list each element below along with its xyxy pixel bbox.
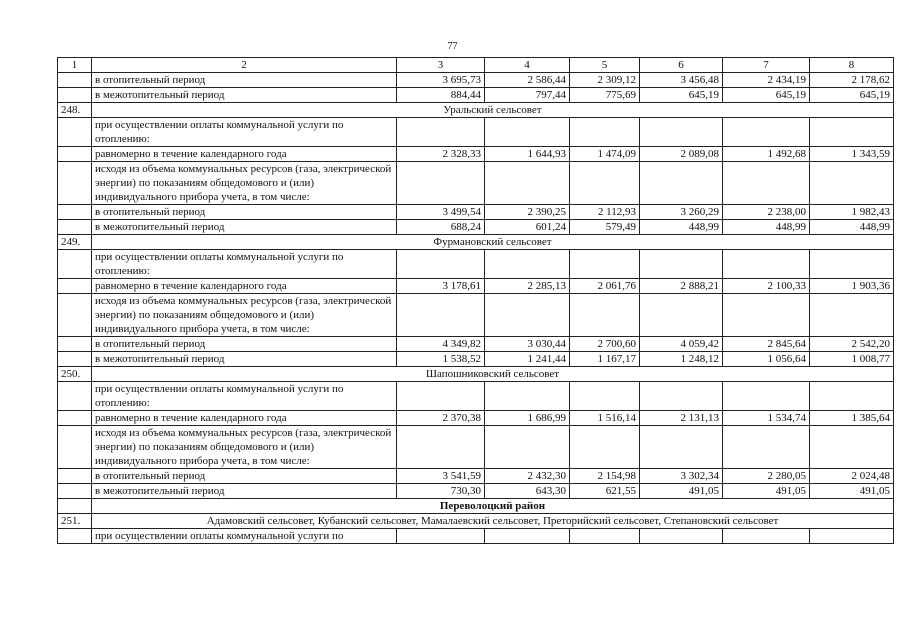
value-cell xyxy=(485,118,570,147)
value-cell: 1 167,17 xyxy=(570,352,640,367)
value-cell: 3 499,54 xyxy=(397,205,485,220)
value-cell: 448,99 xyxy=(723,220,810,235)
text-row xyxy=(58,162,894,205)
value-cell: 2 390,25 xyxy=(485,205,570,220)
row-index-cell xyxy=(58,529,92,544)
text-row xyxy=(58,294,894,337)
value-cell xyxy=(723,294,810,337)
value-cell: 1 056,64 xyxy=(723,352,810,367)
row-index-cell xyxy=(58,220,92,235)
value-cell: 448,99 xyxy=(810,220,894,235)
value-cell: 2 700,60 xyxy=(570,337,640,352)
tariff-table xyxy=(57,57,894,544)
value-cell: 2 131,13 xyxy=(640,411,723,426)
value-cell: 1 248,12 xyxy=(640,352,723,367)
value-cell: 1 008,77 xyxy=(810,352,894,367)
value-cell: 688,24 xyxy=(397,220,485,235)
page-number: 77 xyxy=(447,41,458,52)
value-cell: 2 089,08 xyxy=(640,147,723,162)
value-cell: 3 260,29 xyxy=(640,205,723,220)
row-description: в отопительный период xyxy=(92,469,397,484)
row-description: в отопительный период xyxy=(92,337,397,352)
value-cell xyxy=(397,162,485,205)
value-cell: 1 385,64 xyxy=(810,411,894,426)
value-cell xyxy=(570,382,640,411)
data-row xyxy=(58,352,894,367)
value-cell: 645,19 xyxy=(640,88,723,103)
row-description: в отопительный период xyxy=(92,205,397,220)
value-cell: 621,55 xyxy=(570,484,640,499)
value-cell: 2 061,76 xyxy=(570,279,640,294)
value-cell: 2 285,13 xyxy=(485,279,570,294)
row-description: исходя из объема коммунальных ресурсов (газа, электрической энергии) по показаниям общедомового и (или) индивидуального прибора учета, в том числе: xyxy=(92,294,397,337)
value-cell: 643,30 xyxy=(485,484,570,499)
value-cell xyxy=(810,529,894,544)
value-cell xyxy=(397,382,485,411)
value-cell xyxy=(810,118,894,147)
value-cell xyxy=(397,250,485,279)
value-cell: 2 178,62 xyxy=(810,73,894,88)
value-cell: 775,69 xyxy=(570,88,640,103)
value-cell xyxy=(640,250,723,279)
value-cell: 1 538,52 xyxy=(397,352,485,367)
value-cell xyxy=(640,118,723,147)
header-cell: 1 xyxy=(58,58,92,73)
value-cell xyxy=(485,426,570,469)
value-cell xyxy=(640,529,723,544)
value-cell: 2 542,20 xyxy=(810,337,894,352)
text-row xyxy=(58,529,894,544)
header-cell: 5 xyxy=(570,58,640,73)
data-row xyxy=(58,484,894,499)
value-cell xyxy=(485,382,570,411)
header-cell: 2 xyxy=(92,58,397,73)
value-cell xyxy=(640,382,723,411)
value-cell: 1 241,44 xyxy=(485,352,570,367)
table-body xyxy=(58,58,894,544)
value-cell: 2 024,48 xyxy=(810,469,894,484)
row-index-cell xyxy=(58,205,92,220)
value-cell xyxy=(397,294,485,337)
row-index-cell xyxy=(58,382,92,411)
value-cell xyxy=(640,426,723,469)
row-index-cell xyxy=(58,426,92,469)
value-cell: 3 695,73 xyxy=(397,73,485,88)
section-title: Адамовский сельсовет, Кубанский сельсовет, Мамалаевский сельсовет, Преторийский сельсовет, Степановский сельсовет xyxy=(92,514,894,529)
value-cell xyxy=(640,162,723,205)
value-cell xyxy=(570,250,640,279)
value-cell xyxy=(397,118,485,147)
value-cell: 1 516,14 xyxy=(570,411,640,426)
header-cell: 8 xyxy=(810,58,894,73)
data-row xyxy=(58,147,894,162)
row-index-cell xyxy=(58,352,92,367)
row-index-cell: 248. xyxy=(58,103,92,118)
value-cell: 2 309,12 xyxy=(570,73,640,88)
value-cell: 3 541,59 xyxy=(397,469,485,484)
row-index-cell xyxy=(58,484,92,499)
text-row xyxy=(58,250,894,279)
value-cell: 1 474,09 xyxy=(570,147,640,162)
value-cell xyxy=(810,426,894,469)
header-cell: 6 xyxy=(640,58,723,73)
value-cell: 448,99 xyxy=(640,220,723,235)
row-description: равномерно в течение календарного года xyxy=(92,279,397,294)
row-description: при осуществлении оплаты коммунальной услуги по отоплению: xyxy=(92,382,397,411)
value-cell xyxy=(810,250,894,279)
header-cell: 3 xyxy=(397,58,485,73)
value-cell xyxy=(723,529,810,544)
value-cell xyxy=(810,382,894,411)
data-row xyxy=(58,279,894,294)
value-cell: 2 238,00 xyxy=(723,205,810,220)
row-description: исходя из объема коммунальных ресурсов (газа, электрической энергии) по показаниям общедомового и (или) индивидуального прибора учета, в том числе: xyxy=(92,162,397,205)
value-cell: 1 644,93 xyxy=(485,147,570,162)
section-row xyxy=(58,367,894,382)
row-index-cell xyxy=(58,250,92,279)
value-cell xyxy=(570,294,640,337)
value-cell: 2 845,64 xyxy=(723,337,810,352)
section-row xyxy=(58,103,894,118)
row-index-cell xyxy=(58,279,92,294)
row-index-cell: 250. xyxy=(58,367,92,382)
row-description: при осуществлении оплаты коммунальной услуги по xyxy=(92,529,397,544)
value-cell: 2 112,93 xyxy=(570,205,640,220)
row-index-cell xyxy=(58,294,92,337)
value-cell xyxy=(485,529,570,544)
value-cell: 2 432,30 xyxy=(485,469,570,484)
value-cell: 1 903,36 xyxy=(810,279,894,294)
value-cell: 491,05 xyxy=(640,484,723,499)
row-index-cell xyxy=(58,147,92,162)
value-cell: 1 534,74 xyxy=(723,411,810,426)
row-description: исходя из объема коммунальных ресурсов (газа, электрической энергии) по показаниям общедомового и (или) индивидуального прибора учета, в том числе: xyxy=(92,426,397,469)
row-description: равномерно в течение календарного года xyxy=(92,147,397,162)
value-cell: 2 370,38 xyxy=(397,411,485,426)
value-cell: 3 302,34 xyxy=(640,469,723,484)
section-title: Шапошниковский сельсовет xyxy=(92,367,894,382)
header-row xyxy=(58,58,894,73)
value-cell: 4 059,42 xyxy=(640,337,723,352)
value-cell xyxy=(810,162,894,205)
row-description: равномерно в течение календарного года xyxy=(92,411,397,426)
value-cell: 2 434,19 xyxy=(723,73,810,88)
value-cell: 730,30 xyxy=(397,484,485,499)
row-description: в межотопительный период xyxy=(92,220,397,235)
row-description: при осуществлении оплаты коммунальной услуги по отоплению: xyxy=(92,118,397,147)
row-description: в отопительный период xyxy=(92,73,397,88)
value-cell xyxy=(397,426,485,469)
value-cell: 2 888,21 xyxy=(640,279,723,294)
value-cell: 3 456,48 xyxy=(640,73,723,88)
row-index-cell xyxy=(58,411,92,426)
data-row xyxy=(58,73,894,88)
header-cell: 7 xyxy=(723,58,810,73)
data-row xyxy=(58,205,894,220)
value-cell xyxy=(810,294,894,337)
data-row xyxy=(58,337,894,352)
value-cell xyxy=(485,294,570,337)
value-cell xyxy=(640,294,723,337)
row-description: в межотопительный период xyxy=(92,88,397,103)
section-title: Фурмановский сельсовет xyxy=(92,235,894,250)
row-index-cell xyxy=(58,162,92,205)
row-index-cell xyxy=(58,499,92,514)
district-row xyxy=(58,499,894,514)
value-cell: 645,19 xyxy=(810,88,894,103)
value-cell: 2 280,05 xyxy=(723,469,810,484)
row-description: при осуществлении оплаты коммунальной услуги по отоплению: xyxy=(92,250,397,279)
value-cell: 797,44 xyxy=(485,88,570,103)
value-cell: 491,05 xyxy=(810,484,894,499)
value-cell: 1 686,99 xyxy=(485,411,570,426)
value-cell: 4 349,82 xyxy=(397,337,485,352)
value-cell: 1 982,43 xyxy=(810,205,894,220)
value-cell xyxy=(485,250,570,279)
value-cell: 1 343,59 xyxy=(810,147,894,162)
text-row xyxy=(58,426,894,469)
value-cell: 491,05 xyxy=(723,484,810,499)
value-cell xyxy=(570,529,640,544)
value-cell xyxy=(723,250,810,279)
header-cell: 4 xyxy=(485,58,570,73)
row-index-cell xyxy=(58,469,92,484)
row-index-cell xyxy=(58,88,92,103)
value-cell xyxy=(570,162,640,205)
data-row xyxy=(58,220,894,235)
value-cell: 645,19 xyxy=(723,88,810,103)
section-row xyxy=(58,514,894,529)
value-cell xyxy=(570,426,640,469)
row-index-cell: 249. xyxy=(58,235,92,250)
value-cell xyxy=(723,118,810,147)
value-cell: 1 492,68 xyxy=(723,147,810,162)
value-cell xyxy=(723,426,810,469)
text-row xyxy=(58,118,894,147)
row-index-cell: 251. xyxy=(58,514,92,529)
value-cell: 2 586,44 xyxy=(485,73,570,88)
value-cell: 2 328,33 xyxy=(397,147,485,162)
district-title: Переволоцкий район xyxy=(92,499,894,514)
value-cell: 3 030,44 xyxy=(485,337,570,352)
value-cell xyxy=(723,382,810,411)
value-cell xyxy=(723,162,810,205)
row-description: в межотопительный период xyxy=(92,352,397,367)
section-title: Уральский сельсовет xyxy=(92,103,894,118)
value-cell: 884,44 xyxy=(397,88,485,103)
value-cell: 3 178,61 xyxy=(397,279,485,294)
value-cell: 2 154,98 xyxy=(570,469,640,484)
data-row xyxy=(58,411,894,426)
text-row xyxy=(58,382,894,411)
data-row xyxy=(58,469,894,484)
value-cell xyxy=(397,529,485,544)
value-cell xyxy=(570,118,640,147)
value-cell: 579,49 xyxy=(570,220,640,235)
row-index-cell xyxy=(58,118,92,147)
value-cell: 2 100,33 xyxy=(723,279,810,294)
section-row xyxy=(58,235,894,250)
row-description: в межотопительный период xyxy=(92,484,397,499)
row-index-cell xyxy=(58,73,92,88)
data-row xyxy=(58,88,894,103)
value-cell: 601,24 xyxy=(485,220,570,235)
value-cell xyxy=(485,162,570,205)
row-index-cell xyxy=(58,337,92,352)
